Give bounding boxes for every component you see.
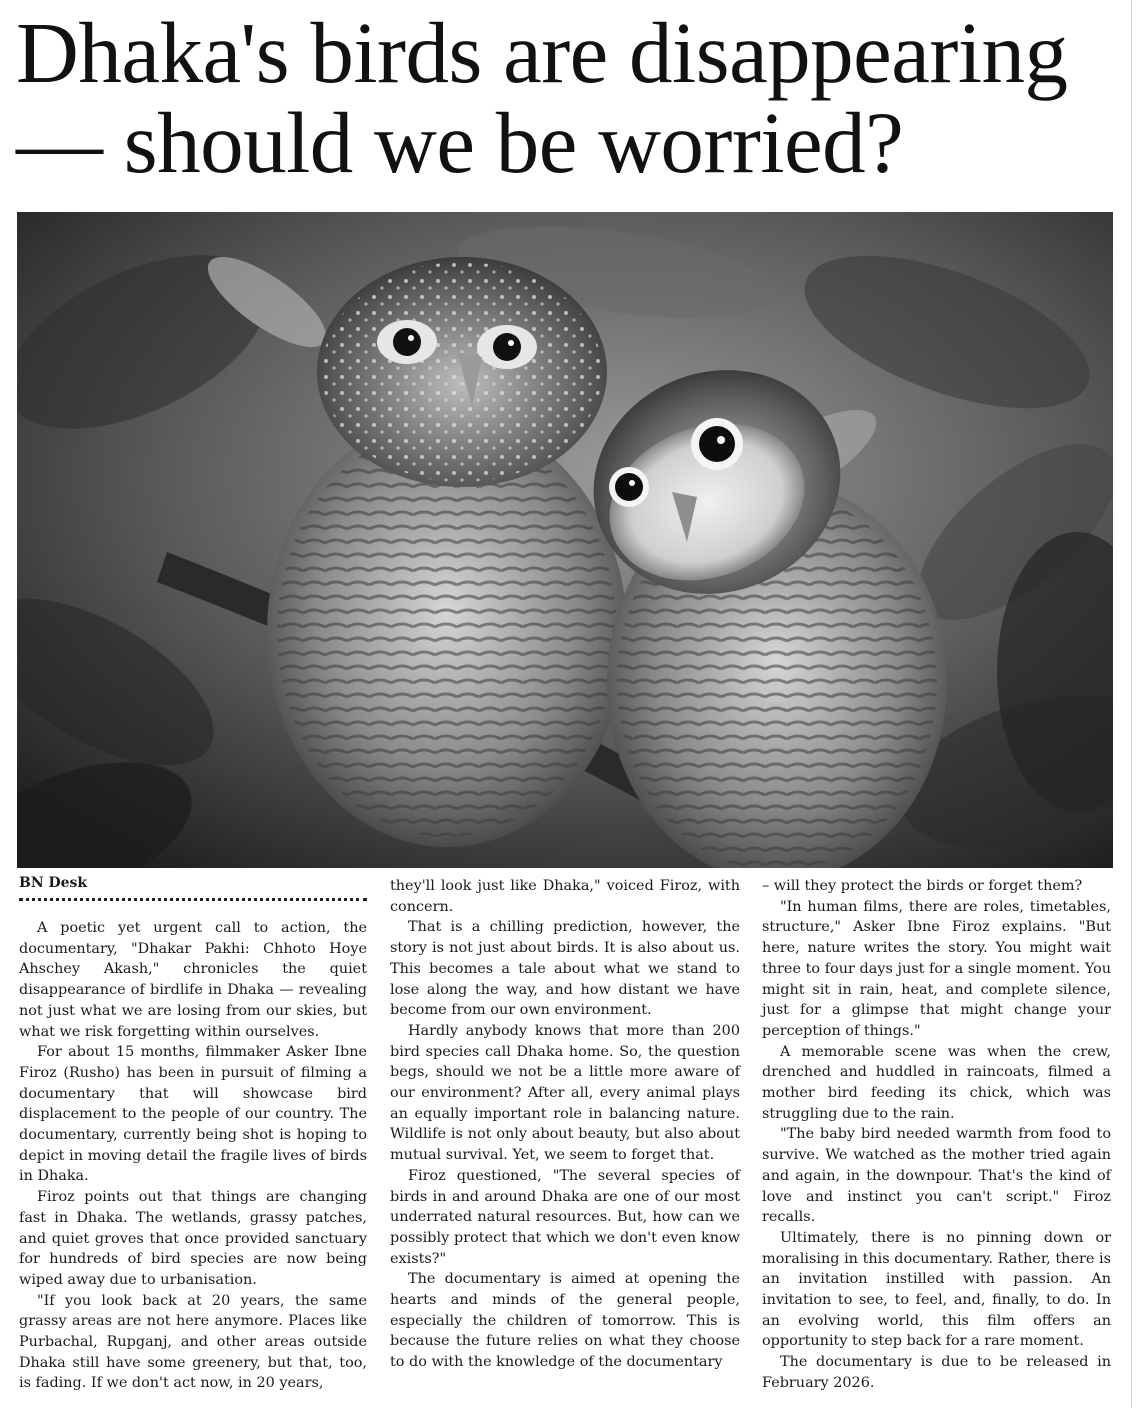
owl-left (267, 257, 627, 847)
paragraph: The documentary is aimed at opening the hearts and minds of the general people, especially the children of tomorrow. This is because the future relies on what they choose to do with the knowledge of the documentary (390, 1271, 740, 1371)
paragraph: "If you look back at 20 years, the same grassy areas are not here anymore. Places like Purbachal, Rupganj, and other areas outside Dhaka still have some greenery, but that, too, is fading. If we don't act now, in 20 years, (19, 1292, 367, 1392)
owl-pair-photo (17, 212, 1113, 868)
paragraph: Hardly anybody knows that more than 200 bird species call Dhaka home. So, the question begs, should we not be a little more aware of our environment? After all, every animal plays an equally important role in balancing nature. Wildlife is not only about beauty, but also about mutual survival. Yet, we seem to forget that. (390, 1022, 740, 1164)
paragraph: – will they protect the birds or forget them? (762, 878, 1083, 894)
paragraph: "In human films, there are roles, timetables, structure," Asker Ibne Firoz explains. "But here, nature writes the story. You might wait three to four days just for a single moment. You might sit in rain, heat, and complete silence, just for a glimpse that might change your perception of things." (762, 898, 1111, 1039)
paragraph: Firoz questioned, "The several species of birds in and around Dhaka are one of our most underrated natural resources. But, how can we possibly protect that which we don't even know exists?" (390, 1167, 740, 1267)
article-column-1 (19, 918, 367, 1394)
paragraph: The documentary is due to be released in February 2026. (762, 1354, 1111, 1391)
paragraph: Ultimately, there is no pinning down or moralising in this documentary. Rather, there is an invitation instilled with passion. An invitation to see, to feel, and, finally, to do. In an evolving world, this film offers an opportunity to step back for a rare moment. (762, 1229, 1111, 1350)
paragraph: A memorable scene was when the crew, drenched and huddled in raincoats, filmed a mother bird feeding its chick, which was struggling due to the rain. (762, 1043, 1111, 1122)
article-column-3 (762, 876, 1111, 1394)
paragraph: "The baby bird needed warmth from food to survive. We watched as the mother tried again and again, in the downpour. That's the kind of love and instinct you can't script." Firoz recalls. (762, 1126, 1111, 1226)
paragraph: A poetic yet urgent call to action, the documentary, "Dhakar Pakhi: Chhoto Hoye Ahschey Akash," chronicles the quiet disappearance of birdlife in Dhaka — revealing not just what we are losing from our skies, but what we risk forgetting within ourselves. (19, 920, 367, 1040)
paragraph: That is a chilling prediction, however, the story is not just about birds. It is also about us. This becomes a tale about what we stand to lose along the way, and how distant we have become from our own environment. (390, 919, 740, 1019)
article-column-2 (390, 876, 740, 1373)
paragraph: Firoz points out that things are changing fast in Dhaka. The wetlands, grassy patches, and quiet groves that once provided sanctuary for hundreds of bird species are now being wiped away due to urbanisation. (19, 1189, 367, 1288)
headline: Dhaka's birds are disappearing — should we be worried? (16, 4, 1068, 191)
paragraph: For about 15 months, filmmaker Asker Ibne Firoz (Rusho) has been in pursuit of filming a documentary that will showcase bird displacement to the people of our country. The documentary, currently being shot is hoping to depict in moving detail the fragile lives of birds in Dhaka. (19, 1044, 367, 1185)
byline: BN Desk (19, 875, 88, 891)
page-edge-rule (1131, 0, 1132, 1408)
byline-divider (19, 898, 367, 901)
paragraph: they'll look just like Dhaka," voiced Firoz, with concern. (390, 878, 740, 915)
